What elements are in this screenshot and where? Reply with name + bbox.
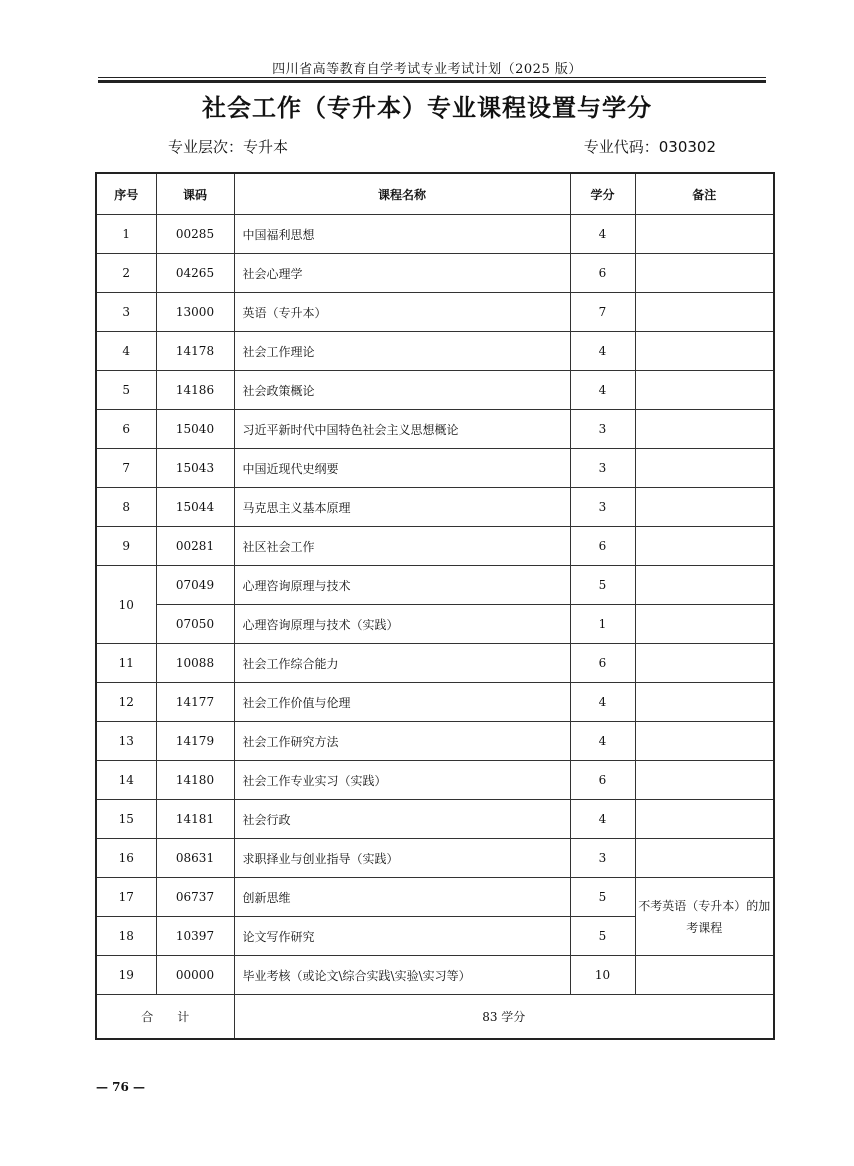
cell-credit: 3	[570, 488, 635, 527]
cell-name: 中国近现代史纲要	[234, 449, 570, 488]
table-row	[96, 878, 774, 917]
cell-seq: 14	[96, 761, 156, 800]
cell-seq: 6	[96, 410, 156, 449]
cell-code: 14186	[156, 371, 234, 410]
col-header-note: 备注	[635, 173, 774, 215]
cell-seq: 13	[96, 722, 156, 761]
cell-seq: 1	[96, 215, 156, 254]
cell-credit: 4	[570, 800, 635, 839]
cell-credit: 4	[570, 332, 635, 371]
cell-code: 14177	[156, 683, 234, 722]
cell-code: 00281	[156, 527, 234, 566]
cell-note	[635, 683, 774, 722]
cell-name: 心理咨询原理与技术	[234, 566, 570, 605]
header-rule-thin	[98, 77, 766, 78]
cell-note	[635, 449, 774, 488]
table-row	[96, 956, 774, 995]
course-table	[95, 172, 775, 1040]
cell-credit: 6	[570, 644, 635, 683]
cell-code: 15040	[156, 410, 234, 449]
major-level	[168, 136, 288, 157]
cell-note	[635, 332, 774, 371]
table-row	[96, 449, 774, 488]
table-row	[96, 332, 774, 371]
major-level-label: 专业层次：	[168, 138, 244, 156]
cell-code: 10397	[156, 917, 234, 956]
table-row	[96, 215, 774, 254]
cell-credit: 5	[570, 917, 635, 956]
cell-name: 社会工作研究方法	[234, 722, 570, 761]
cell-credit: 6	[570, 527, 635, 566]
table-row	[96, 566, 774, 605]
cell-seq: 15	[96, 800, 156, 839]
table-row	[96, 722, 774, 761]
table-row	[96, 488, 774, 527]
total-row	[96, 995, 774, 1040]
cell-credit: 4	[570, 371, 635, 410]
major-code-value: 030302	[658, 138, 716, 156]
cell-credit: 1	[570, 605, 635, 644]
cell-name: 心理咨询原理与技术（实践）	[234, 605, 570, 644]
cell-note	[635, 800, 774, 839]
table-header-row	[96, 173, 774, 215]
cell-credit: 3	[570, 410, 635, 449]
cell-note	[635, 488, 774, 527]
major-code	[584, 136, 716, 157]
col-header-name: 课程名称	[234, 173, 570, 215]
cell-seq: 19	[96, 956, 156, 995]
major-code-label: 专业代码：	[583, 138, 659, 156]
cell-credit: 5	[570, 566, 635, 605]
cell-credit: 5	[570, 878, 635, 917]
table-row	[96, 839, 774, 878]
cell-credit: 6	[570, 761, 635, 800]
cell-seq: 8	[96, 488, 156, 527]
table-row	[96, 527, 774, 566]
page-title: 社会工作（专升本）专业课程设置与学分	[202, 94, 652, 122]
cell-name: 英语（专升本）	[234, 293, 570, 332]
cell-code: 08631	[156, 839, 234, 878]
cell-note	[635, 527, 774, 566]
cell-name: 论文写作研究	[234, 917, 570, 956]
col-header-seq: 序号	[96, 173, 156, 215]
table-row	[96, 371, 774, 410]
cell-seq: 7	[96, 449, 156, 488]
major-level-value: 专升本	[243, 138, 289, 156]
cell-code: 06737	[156, 878, 234, 917]
table-row	[96, 605, 774, 644]
cell-name: 马克思主义基本原理	[234, 488, 570, 527]
cell-note	[635, 566, 774, 605]
cell-seq: 3	[96, 293, 156, 332]
col-header-credit: 学分	[570, 173, 635, 215]
cell-name: 毕业考核（或论文\综合实践\实验\实习等）	[234, 956, 570, 995]
page-number: — 76 —	[96, 1080, 146, 1094]
cell-credit: 3	[570, 839, 635, 878]
cell-seq: 5	[96, 371, 156, 410]
cell-code: 14181	[156, 800, 234, 839]
col-header-code: 课码	[156, 173, 234, 215]
cell-code: 13000	[156, 293, 234, 332]
cell-seq: 2	[96, 254, 156, 293]
cell-code: 10088	[156, 644, 234, 683]
running-header: 四川省高等教育自学考试专业考试计划（2025 版）	[272, 62, 582, 77]
cell-seq: 16	[96, 839, 156, 878]
table-row	[96, 254, 774, 293]
table-row	[96, 761, 774, 800]
cell-name: 社会工作价值与伦理	[234, 683, 570, 722]
cell-name: 习近平新时代中国特色社会主义思想概论	[234, 410, 570, 449]
table-row	[96, 800, 774, 839]
cell-name: 社会工作综合能力	[234, 644, 570, 683]
cell-note	[635, 371, 774, 410]
cell-code: 14180	[156, 761, 234, 800]
cell-credit: 4	[570, 722, 635, 761]
cell-code: 04265	[156, 254, 234, 293]
cell-code: 00285	[156, 215, 234, 254]
cell-credit: 3	[570, 449, 635, 488]
cell-note	[635, 293, 774, 332]
cell-seq: 10	[96, 566, 156, 644]
cell-code: 07049	[156, 566, 234, 605]
cell-note	[635, 215, 774, 254]
cell-seq: 12	[96, 683, 156, 722]
cell-credit: 10	[570, 956, 635, 995]
table-row	[96, 293, 774, 332]
cell-note-extra-exam: 不考英语（专升本）的加考课程	[635, 878, 774, 956]
cell-seq: 18	[96, 917, 156, 956]
cell-code: 14178	[156, 332, 234, 371]
cell-name: 社会工作专业实习（实践）	[234, 761, 570, 800]
cell-note	[635, 644, 774, 683]
cell-name: 社会政策概论	[234, 371, 570, 410]
table-row	[96, 683, 774, 722]
cell-seq: 9	[96, 527, 156, 566]
cell-seq: 17	[96, 878, 156, 917]
cell-note	[635, 605, 774, 644]
cell-note	[635, 254, 774, 293]
cell-credit: 7	[570, 293, 635, 332]
total-value: 83 学分	[234, 995, 774, 1040]
cell-note	[635, 839, 774, 878]
total-label: 合 计	[96, 995, 234, 1040]
cell-note	[635, 722, 774, 761]
cell-note	[635, 410, 774, 449]
cell-code: 14179	[156, 722, 234, 761]
cell-credit: 6	[570, 254, 635, 293]
cell-code: 07050	[156, 605, 234, 644]
header-rule-thick	[98, 80, 766, 83]
cell-note	[635, 761, 774, 800]
cell-name: 社会心理学	[234, 254, 570, 293]
cell-name: 社会工作理论	[234, 332, 570, 371]
cell-credit: 4	[570, 683, 635, 722]
cell-code: 00000	[156, 956, 234, 995]
cell-note	[635, 956, 774, 995]
cell-code: 15043	[156, 449, 234, 488]
cell-code: 15044	[156, 488, 234, 527]
table-row	[96, 410, 774, 449]
cell-name: 求职择业与创业指导（实践）	[234, 839, 570, 878]
cell-seq: 11	[96, 644, 156, 683]
table-row	[96, 644, 774, 683]
cell-name: 创新思维	[234, 878, 570, 917]
cell-name: 社区社会工作	[234, 527, 570, 566]
cell-seq: 4	[96, 332, 156, 371]
cell-name: 中国福利思想	[234, 215, 570, 254]
cell-name: 社会行政	[234, 800, 570, 839]
cell-credit: 4	[570, 215, 635, 254]
